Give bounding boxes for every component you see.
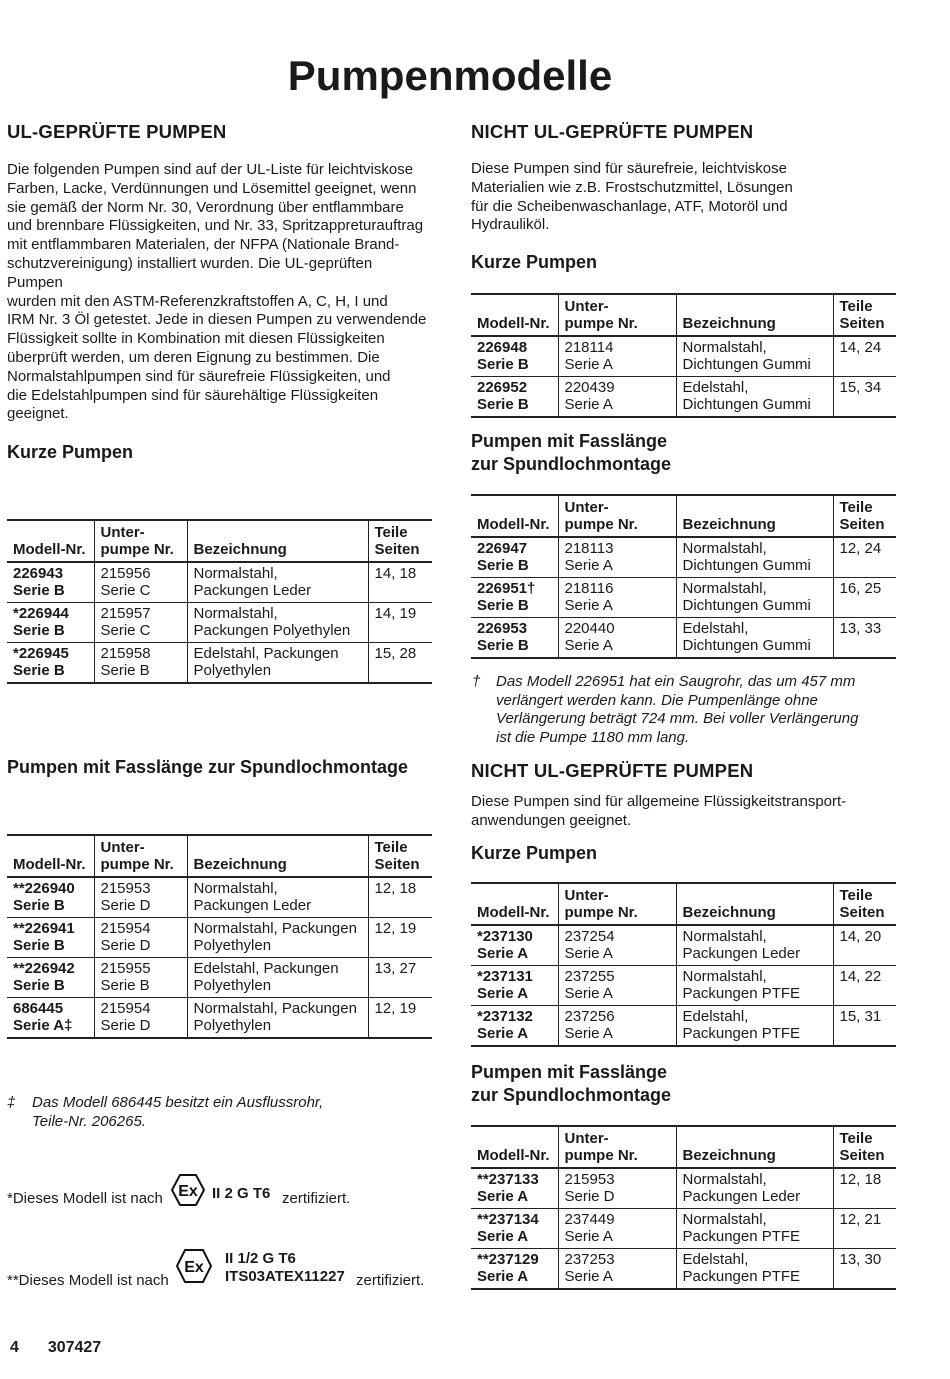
- right-footnote-symbol: †: [472, 673, 481, 690]
- col-header-description: Bezeichnung: [676, 883, 833, 925]
- subpump-cell: 218116 Serie A: [558, 578, 676, 618]
- subpump-cell: 215953 Serie D: [94, 877, 187, 918]
- table-header-row: [7, 835, 432, 877]
- intro-line: anwendungen geeignet.: [471, 811, 632, 829]
- col-header-model: Modell-Nr.: [471, 495, 558, 537]
- description-cell: Normalstahl, Packungen Leder: [676, 925, 833, 966]
- cert1-suffix: zertifiziert.: [282, 1190, 351, 1207]
- subpump-cell: 218114 Serie A: [558, 336, 676, 377]
- pages-cell: 15, 34: [833, 377, 896, 418]
- description-cell: Normalstahl, Dichtungen Gummi: [676, 578, 833, 618]
- col-header-model: Modell-Nr.: [471, 294, 558, 336]
- description-cell: Edelstahl, Packungen PTFE: [676, 1006, 833, 1047]
- right-barrel-heading-2: [471, 1061, 896, 1107]
- col-header-description: Bezeichnung: [676, 294, 833, 336]
- col-header-pages: Teile Seiten: [833, 883, 896, 925]
- non-ul-intro: [471, 160, 896, 235]
- cert2-prefix: **Dieses Modell ist nach: [7, 1272, 169, 1289]
- pages-cell: 13, 33: [833, 618, 896, 659]
- svg-text:Ex: Ex: [184, 1259, 204, 1276]
- model-cell: 226948 Serie B: [471, 336, 558, 377]
- right-barrel-heading-1: [471, 430, 896, 476]
- table-row: [7, 958, 432, 998]
- model-cell: **226940 Serie B: [7, 877, 94, 918]
- footnote-line: Das Modell 686445 besitzt ein Ausflussrohr,: [32, 1094, 324, 1111]
- description-cell: Normalstahl, Packungen Polyethylen: [187, 998, 368, 1039]
- subpump-cell: 218113 Serie A: [558, 537, 676, 578]
- intro-line: Materialien wie z.B. Frostschutzmittel, Lösungen: [471, 178, 793, 196]
- intro-line: schutzvereinigung) installiert wurden. Die UL-geprüften Pumpen: [7, 254, 373, 291]
- pages-cell: 14, 22: [833, 966, 896, 1006]
- table-row: [471, 578, 896, 618]
- model-cell: **237129 Serie A: [471, 1249, 558, 1290]
- table-row: [471, 1249, 896, 1290]
- subpump-cell: 220439 Serie A: [558, 377, 676, 418]
- intro-line: Farben, Lacke, Verdünnungen und Lösemittel geeignet, wenn: [7, 179, 417, 197]
- document-number: 307427: [47, 1339, 102, 1356]
- model-cell: **237133 Serie A: [471, 1168, 558, 1209]
- table-row: [471, 1006, 896, 1047]
- col-header-model: Modell-Nr.: [7, 520, 94, 562]
- table-header-row: [471, 495, 896, 537]
- left-footnote-symbol: ‡: [7, 1094, 16, 1111]
- description-cell: Edelstahl, Packungen Polyethylen: [187, 643, 368, 684]
- table-row: [471, 537, 896, 578]
- intro-line: geeignet.: [7, 405, 69, 423]
- ex-hexagon-icon: [170, 1173, 206, 1207]
- left-barrel-table: [7, 834, 432, 1039]
- col-header-subpump: Unter- pumpe Nr.: [558, 883, 676, 925]
- col-header-pages: Teile Seiten: [368, 835, 432, 877]
- pages-cell: 12, 19: [368, 998, 432, 1039]
- table-row: [471, 966, 896, 1006]
- description-cell: Edelstahl, Packungen PTFE: [676, 1249, 833, 1290]
- col-header-description: Bezeichnung: [187, 520, 368, 562]
- model-cell: *226944 Serie B: [7, 603, 94, 643]
- pages-cell: 15, 31: [833, 1006, 896, 1047]
- right-short-table-1: [471, 293, 896, 418]
- table-row: [471, 377, 896, 418]
- page-footer: [10, 1339, 101, 1357]
- pages-cell: 14, 18: [368, 562, 432, 603]
- subpump-cell: 237253 Serie A: [558, 1249, 676, 1290]
- model-cell: **237134 Serie A: [471, 1209, 558, 1249]
- intro-line: IRM Nr. 3 Öl getestet. Jede in diesen Pumpen zu verwendende: [7, 311, 427, 329]
- pages-cell: 14, 20: [833, 925, 896, 966]
- heading-line: zur Spundlochmontage: [471, 1085, 671, 1105]
- non-ul-intro-2: [471, 793, 896, 831]
- pages-cell: 16, 25: [833, 578, 896, 618]
- heading-line: zur Spundlochmontage: [471, 454, 671, 474]
- description-cell: Normalstahl, Packungen PTFE: [676, 1209, 833, 1249]
- intro-line: Hydrauliköl.: [471, 216, 550, 234]
- table-row: [7, 643, 432, 684]
- cert2-code: [225, 1250, 345, 1286]
- table-row: [7, 998, 432, 1039]
- intro-line: Diese Pumpen sind für allgemeine Flüssigkeitstransport-: [471, 793, 847, 810]
- pages-cell: 12, 19: [368, 918, 432, 958]
- heading-line: Pumpen mit Fasslänge: [471, 431, 668, 451]
- non-ul-heading: NICHT UL-GEPRÜFTE PUMPEN: [471, 121, 754, 142]
- col-header-pages: Teile Seiten: [833, 1126, 896, 1168]
- model-cell: *237130 Serie A: [471, 925, 558, 966]
- intro-line: Normalstahlpumpen sind für säurefreie Flüssigkeiten, und: [7, 367, 391, 385]
- footnote-line: Das Modell 226951 hat ein Saugrohr, das um 457 mm: [496, 673, 856, 690]
- heading-line: Pumpen mit Fasslänge: [471, 1062, 668, 1082]
- col-header-description: Bezeichnung: [187, 835, 368, 877]
- intro-line: mit entflammbaren Materialen, der NFPA (Nationale Brand-: [7, 236, 400, 254]
- model-cell: 226947 Serie B: [471, 537, 558, 578]
- table-row: [7, 603, 432, 643]
- pages-cell: 13, 27: [368, 958, 432, 998]
- col-header-model: Modell-Nr.: [471, 883, 558, 925]
- subpump-cell: 215955 Serie B: [94, 958, 187, 998]
- footnote-line: Verlängerung beträgt 724 mm. Bei voller Verlängerung: [496, 710, 859, 727]
- intro-line: und brennbare Flüssigkeiten, und Nr. 33, Spritzappreturauftrag: [7, 217, 424, 235]
- subpump-cell: 237449 Serie A: [558, 1209, 676, 1249]
- table-row: [471, 618, 896, 659]
- description-cell: Normalstahl, Packungen Leder: [187, 562, 368, 603]
- footnote-line: Teile-Nr. 206265.: [32, 1112, 146, 1130]
- description-cell: Edelstahl, Packungen Polyethylen: [187, 958, 368, 998]
- model-cell: 226943 Serie B: [7, 562, 94, 603]
- footnote-line: verlängert werden kann. Die Pumpenlänge ohne: [496, 691, 818, 709]
- right-barrel-table-1: [471, 494, 896, 659]
- left-barrel-heading: Pumpen mit Fasslänge zur Spundlochmontage: [7, 757, 409, 777]
- cert1-code: II 2 G T6: [212, 1185, 271, 1202]
- subpump-cell: 220440 Serie A: [558, 618, 676, 659]
- ex-hexagon-icon: [175, 1248, 213, 1284]
- intro-line: sie gemäß der Norm Nr. 30, Verordnung über entflammbare: [7, 198, 404, 216]
- table-row: [7, 918, 432, 958]
- col-header-description: Bezeichnung: [676, 1126, 833, 1168]
- page-number: 4: [10, 1339, 19, 1356]
- left-footnote: [32, 1094, 323, 1131]
- model-cell: *237132 Serie A: [471, 1006, 558, 1047]
- pages-cell: 12, 21: [833, 1209, 896, 1249]
- cert2-suffix: zertifiziert.: [356, 1272, 425, 1289]
- col-header-pages: Teile Seiten: [833, 294, 896, 336]
- description-cell: Normalstahl, Packungen PTFE: [676, 966, 833, 1006]
- model-cell: 226953 Serie B: [471, 618, 558, 659]
- subpump-cell: 215958 Serie B: [94, 643, 187, 684]
- ul-heading: UL-GEPRÜFTE PUMPEN: [7, 121, 227, 142]
- pages-cell: 14, 19: [368, 603, 432, 643]
- description-cell: Normalstahl, Dichtungen Gummi: [676, 537, 833, 578]
- pages-cell: 14, 24: [833, 336, 896, 377]
- intro-line: die Edelstahlpumpen sind für säurehältige Flüssigkeiten: [7, 386, 379, 404]
- model-cell: 686445 Serie A‡: [7, 998, 94, 1039]
- col-header-subpump: Unter- pumpe Nr.: [94, 835, 187, 877]
- svg-text:Ex: Ex: [178, 1183, 198, 1200]
- description-cell: Edelstahl, Dichtungen Gummi: [676, 618, 833, 659]
- model-cell: *226945 Serie B: [7, 643, 94, 684]
- right-footnote: [496, 673, 858, 747]
- subpump-cell: 215954 Serie D: [94, 918, 187, 958]
- col-header-subpump: Unter- pumpe Nr.: [94, 520, 187, 562]
- table-header-row: [471, 883, 896, 925]
- table-row: [7, 877, 432, 918]
- col-header-model: Modell-Nr.: [471, 1126, 558, 1168]
- description-cell: Normalstahl, Packungen Polyethylen: [187, 918, 368, 958]
- table-row: [471, 336, 896, 377]
- table-header-row: [471, 1126, 896, 1168]
- intro-line: Diese Pumpen sind für säurefreie, leichtviskose: [471, 160, 787, 177]
- model-cell: **226942 Serie B: [7, 958, 94, 998]
- footnote-line: ist die Pumpe 1180 mm lang.: [496, 728, 690, 746]
- subpump-cell: 237254 Serie A: [558, 925, 676, 966]
- model-cell: 226951† Serie B: [471, 578, 558, 618]
- cert2-code-line: ITS03ATEX11227: [225, 1268, 345, 1285]
- col-header-description: Bezeichnung: [676, 495, 833, 537]
- col-header-subpump: Unter- pumpe Nr.: [558, 1126, 676, 1168]
- description-cell: Normalstahl, Packungen Leder: [676, 1168, 833, 1209]
- col-header-pages: Teile Seiten: [833, 495, 896, 537]
- pages-cell: 12, 24: [833, 537, 896, 578]
- right-short-heading: Kurze Pumpen: [471, 252, 598, 272]
- subpump-cell: 215954 Serie D: [94, 998, 187, 1039]
- description-cell: Normalstahl, Packungen Polyethylen: [187, 603, 368, 643]
- col-header-subpump: Unter- pumpe Nr.: [558, 495, 676, 537]
- model-cell: **226941 Serie B: [7, 918, 94, 958]
- table-row: [471, 925, 896, 966]
- model-cell: *237131 Serie A: [471, 966, 558, 1006]
- non-ul-heading-2: NICHT UL-GEPRÜFTE PUMPEN: [471, 760, 754, 781]
- subpump-cell: 215956 Serie C: [94, 562, 187, 603]
- pages-cell: 13, 30: [833, 1249, 896, 1290]
- table-header-row: [7, 520, 432, 562]
- intro-line: Flüssigkeit sollte in Kombination mit diesen Flüssigkeiten: [7, 330, 385, 348]
- table-row: [7, 562, 432, 603]
- intro-line: Die folgenden Pumpen sind auf der UL-Liste für leichtviskose: [7, 161, 414, 178]
- subpump-cell: 237255 Serie A: [558, 966, 676, 1006]
- description-cell: Normalstahl, Dichtungen Gummi: [676, 336, 833, 377]
- subpump-cell: 237256 Serie A: [558, 1006, 676, 1047]
- left-short-heading: Kurze Pumpen: [7, 442, 134, 462]
- intro-line: überprüft werden, um deren Eignung zu bestimmen. Die: [7, 348, 380, 366]
- table-row: [471, 1209, 896, 1249]
- table-row: [471, 1168, 896, 1209]
- description-cell: Edelstahl, Dichtungen Gummi: [676, 377, 833, 418]
- right-barrel-table-2: [471, 1125, 896, 1290]
- col-header-pages: Teile Seiten: [368, 520, 432, 562]
- intro-line: für die Scheibenwaschanlage, ATF, Motoröl und: [471, 197, 788, 215]
- right-short-heading-2: Kurze Pumpen: [471, 843, 598, 863]
- ul-intro: [7, 161, 432, 424]
- cert1-prefix: *Dieses Modell ist nach: [7, 1190, 163, 1207]
- page-title: Pumpenmodelle: [287, 52, 613, 99]
- model-cell: 226952 Serie B: [471, 377, 558, 418]
- pages-cell: 12, 18: [368, 877, 432, 918]
- intro-line: wurden mit den ASTM-Referenzkraftstoffen A, C, H, I und: [7, 292, 388, 310]
- left-short-table: [7, 519, 432, 684]
- col-header-subpump: Unter- pumpe Nr.: [558, 294, 676, 336]
- subpump-cell: 215953 Serie D: [558, 1168, 676, 1209]
- pages-cell: 15, 28: [368, 643, 432, 684]
- table-header-row: [471, 294, 896, 336]
- subpump-cell: 215957 Serie C: [94, 603, 187, 643]
- description-cell: Normalstahl, Packungen Leder: [187, 877, 368, 918]
- cert2-code-line: II 1/2 G T6: [225, 1250, 296, 1267]
- pages-cell: 12, 18: [833, 1168, 896, 1209]
- right-short-table-2: [471, 882, 896, 1047]
- col-header-model: Modell-Nr.: [7, 835, 94, 877]
